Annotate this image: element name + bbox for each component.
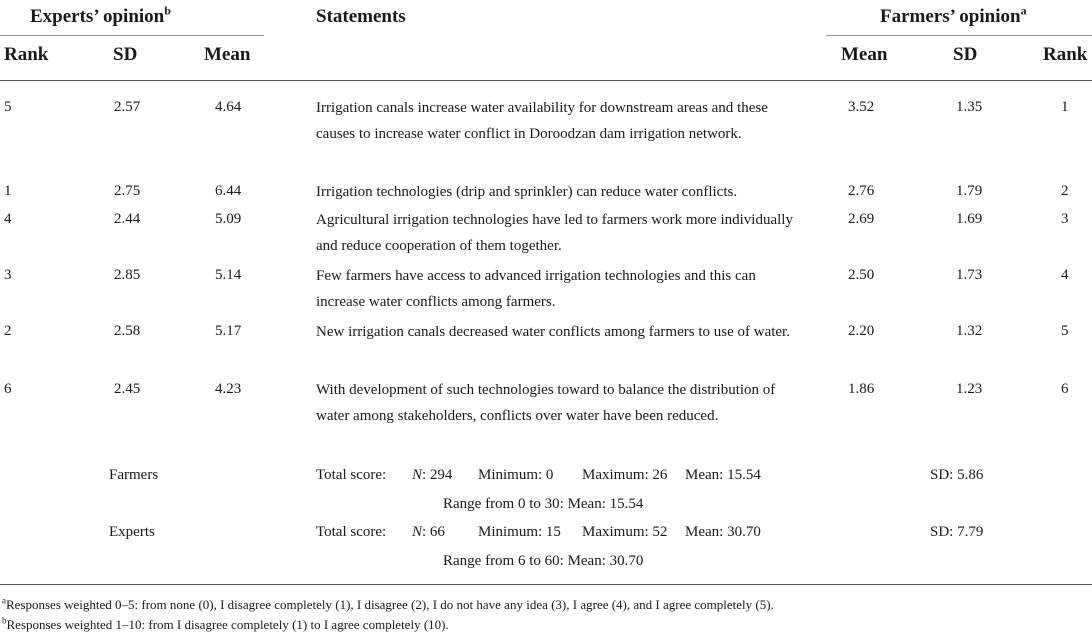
- total-n-label: N: [412, 467, 423, 483]
- total-n: [412, 524, 445, 541]
- farmers-rank: 4: [1061, 267, 1069, 283]
- farmers-mean: 1.86: [848, 381, 875, 397]
- total-mean: Mean: 15.54: [685, 467, 761, 483]
- farmers-rank: 6: [1061, 381, 1069, 397]
- experts-sd: 2.85: [114, 267, 141, 283]
- experts-sd: 2.75: [114, 183, 141, 199]
- farmers-rank: 5: [1061, 323, 1069, 339]
- statement-text: Few farmers have access to advanced irrigation technologies and this can increase water conflicts among farmers.: [316, 268, 756, 310]
- total-group-label: Farmers: [109, 467, 159, 483]
- footnote-b-mark: b: [2, 615, 7, 626]
- footnote-a: [2, 597, 774, 613]
- experts-mean: 5.17: [215, 323, 242, 339]
- experts-sd: 2.45: [114, 381, 141, 397]
- experts-rank: 6: [4, 381, 12, 397]
- farmers-mean: 2.20: [848, 323, 875, 339]
- total-group-label: Experts: [109, 524, 155, 540]
- statement-text: Agricultural irrigation technologies have led to farmers work more individually and reduce cooperation of them together.: [316, 212, 793, 254]
- experts-footnote-mark: b: [164, 3, 171, 18]
- total-score-label: Total score:: [316, 524, 387, 540]
- farmers-group-rule: [826, 35, 1092, 36]
- footnote-b-text: Responses weighted 1–10: from I disagree completely (1) to I agree completely (10).: [6, 617, 449, 632]
- farmers-rank: 3: [1061, 211, 1069, 227]
- experts-sd: 2.58: [114, 323, 141, 339]
- total-score-label: Total score:: [316, 467, 387, 483]
- total-range: Range from 6 to 60: Mean: 30.70: [443, 553, 644, 569]
- col-header-farmers-sd: SD: [953, 44, 978, 65]
- total-maximum: Maximum: 52: [582, 524, 668, 540]
- col-header-farmers-mean: Mean: [841, 44, 888, 65]
- footnote-a-text: Responses weighted 0–5: from none (0), I disagree completely (1), I disagree (2), I do not have any idea (3), I agree (4), and I agree completely (5).: [6, 597, 774, 612]
- farmers-sd: 1.69: [956, 211, 983, 227]
- total-sd: SD: 7.79: [930, 524, 984, 540]
- experts-rank: 1: [4, 183, 12, 199]
- total-minimum: Minimum: 0: [478, 467, 554, 483]
- farmers-footnote-mark: a: [1020, 3, 1027, 18]
- experts-rank: 2: [4, 323, 12, 339]
- statement-text: New irrigation canals decreased water conflicts among farmers to use of water.: [316, 324, 790, 340]
- total-n-value: : 66: [422, 524, 445, 540]
- footnote-b: [2, 617, 449, 633]
- farmers-sd: 1.35: [956, 99, 983, 115]
- statement-text: With development of such technologies toward to balance the distribution of water among stakeholders, conflicts over water have been reduced.: [316, 382, 776, 424]
- farmers-sd: 1.32: [956, 323, 983, 339]
- experts-rank: 4: [4, 211, 12, 227]
- farmers-rank: 2: [1061, 183, 1069, 199]
- total-range: Range from 0 to 30: Mean: 15.54: [443, 496, 644, 512]
- col-header-farmers-rank: Rank: [1043, 44, 1088, 65]
- footnote-a-mark: a: [2, 595, 6, 606]
- experts-rank: 5: [4, 99, 12, 115]
- experts-opinion-heading: [30, 3, 171, 28]
- statements-heading: Statements: [316, 6, 406, 27]
- farmers-mean: 2.50: [848, 267, 875, 283]
- experts-mean: 4.64: [215, 99, 242, 115]
- col-header-experts-rank: Rank: [4, 44, 49, 65]
- experts-mean: 5.14: [215, 267, 242, 283]
- statement-text: Irrigation canals increase water availability for downstream areas and these causes to increase water conflict in Doroodzan dam irrigation network.: [316, 100, 768, 142]
- experts-mean: 5.09: [215, 211, 242, 227]
- table-bottom-rule: [0, 584, 1092, 585]
- experts-sd: 2.57: [114, 99, 141, 115]
- experts-rank: 3: [4, 267, 12, 283]
- total-n: [412, 467, 452, 484]
- farmers-rank: 1: [1061, 99, 1069, 115]
- farmers-opinion-label: Farmers’ opinion: [880, 6, 1021, 27]
- total-n-value: : 294: [422, 467, 453, 483]
- experts-mean: 6.44: [215, 183, 242, 199]
- total-minimum: Minimum: 15: [478, 524, 561, 540]
- total-n-label: N: [412, 524, 423, 540]
- farmers-mean: 2.76: [848, 183, 875, 199]
- experts-mean: 4.23: [215, 381, 242, 397]
- experts-sd: 2.44: [114, 211, 141, 227]
- col-header-experts-sd: SD: [113, 44, 138, 65]
- farmers-sd: 1.73: [956, 267, 983, 283]
- farmers-mean: 3.52: [848, 99, 875, 115]
- total-maximum: Maximum: 26: [582, 467, 668, 483]
- statement-text: Irrigation technologies (drip and sprinkler) can reduce water conflicts.: [316, 184, 738, 200]
- experts-group-rule: [0, 35, 264, 36]
- col-header-experts-mean: Mean: [204, 44, 251, 65]
- farmers-opinion-heading: [880, 3, 1027, 28]
- farmers-mean: 2.69: [848, 211, 875, 227]
- total-sd: SD: 5.86: [930, 467, 984, 483]
- farmers-sd: 1.79: [956, 183, 983, 199]
- total-mean: Mean: 30.70: [685, 524, 761, 540]
- header-bottom-rule: [0, 80, 1092, 81]
- farmers-sd: 1.23: [956, 381, 983, 397]
- experts-opinion-label: Experts’ opinion: [30, 6, 165, 27]
